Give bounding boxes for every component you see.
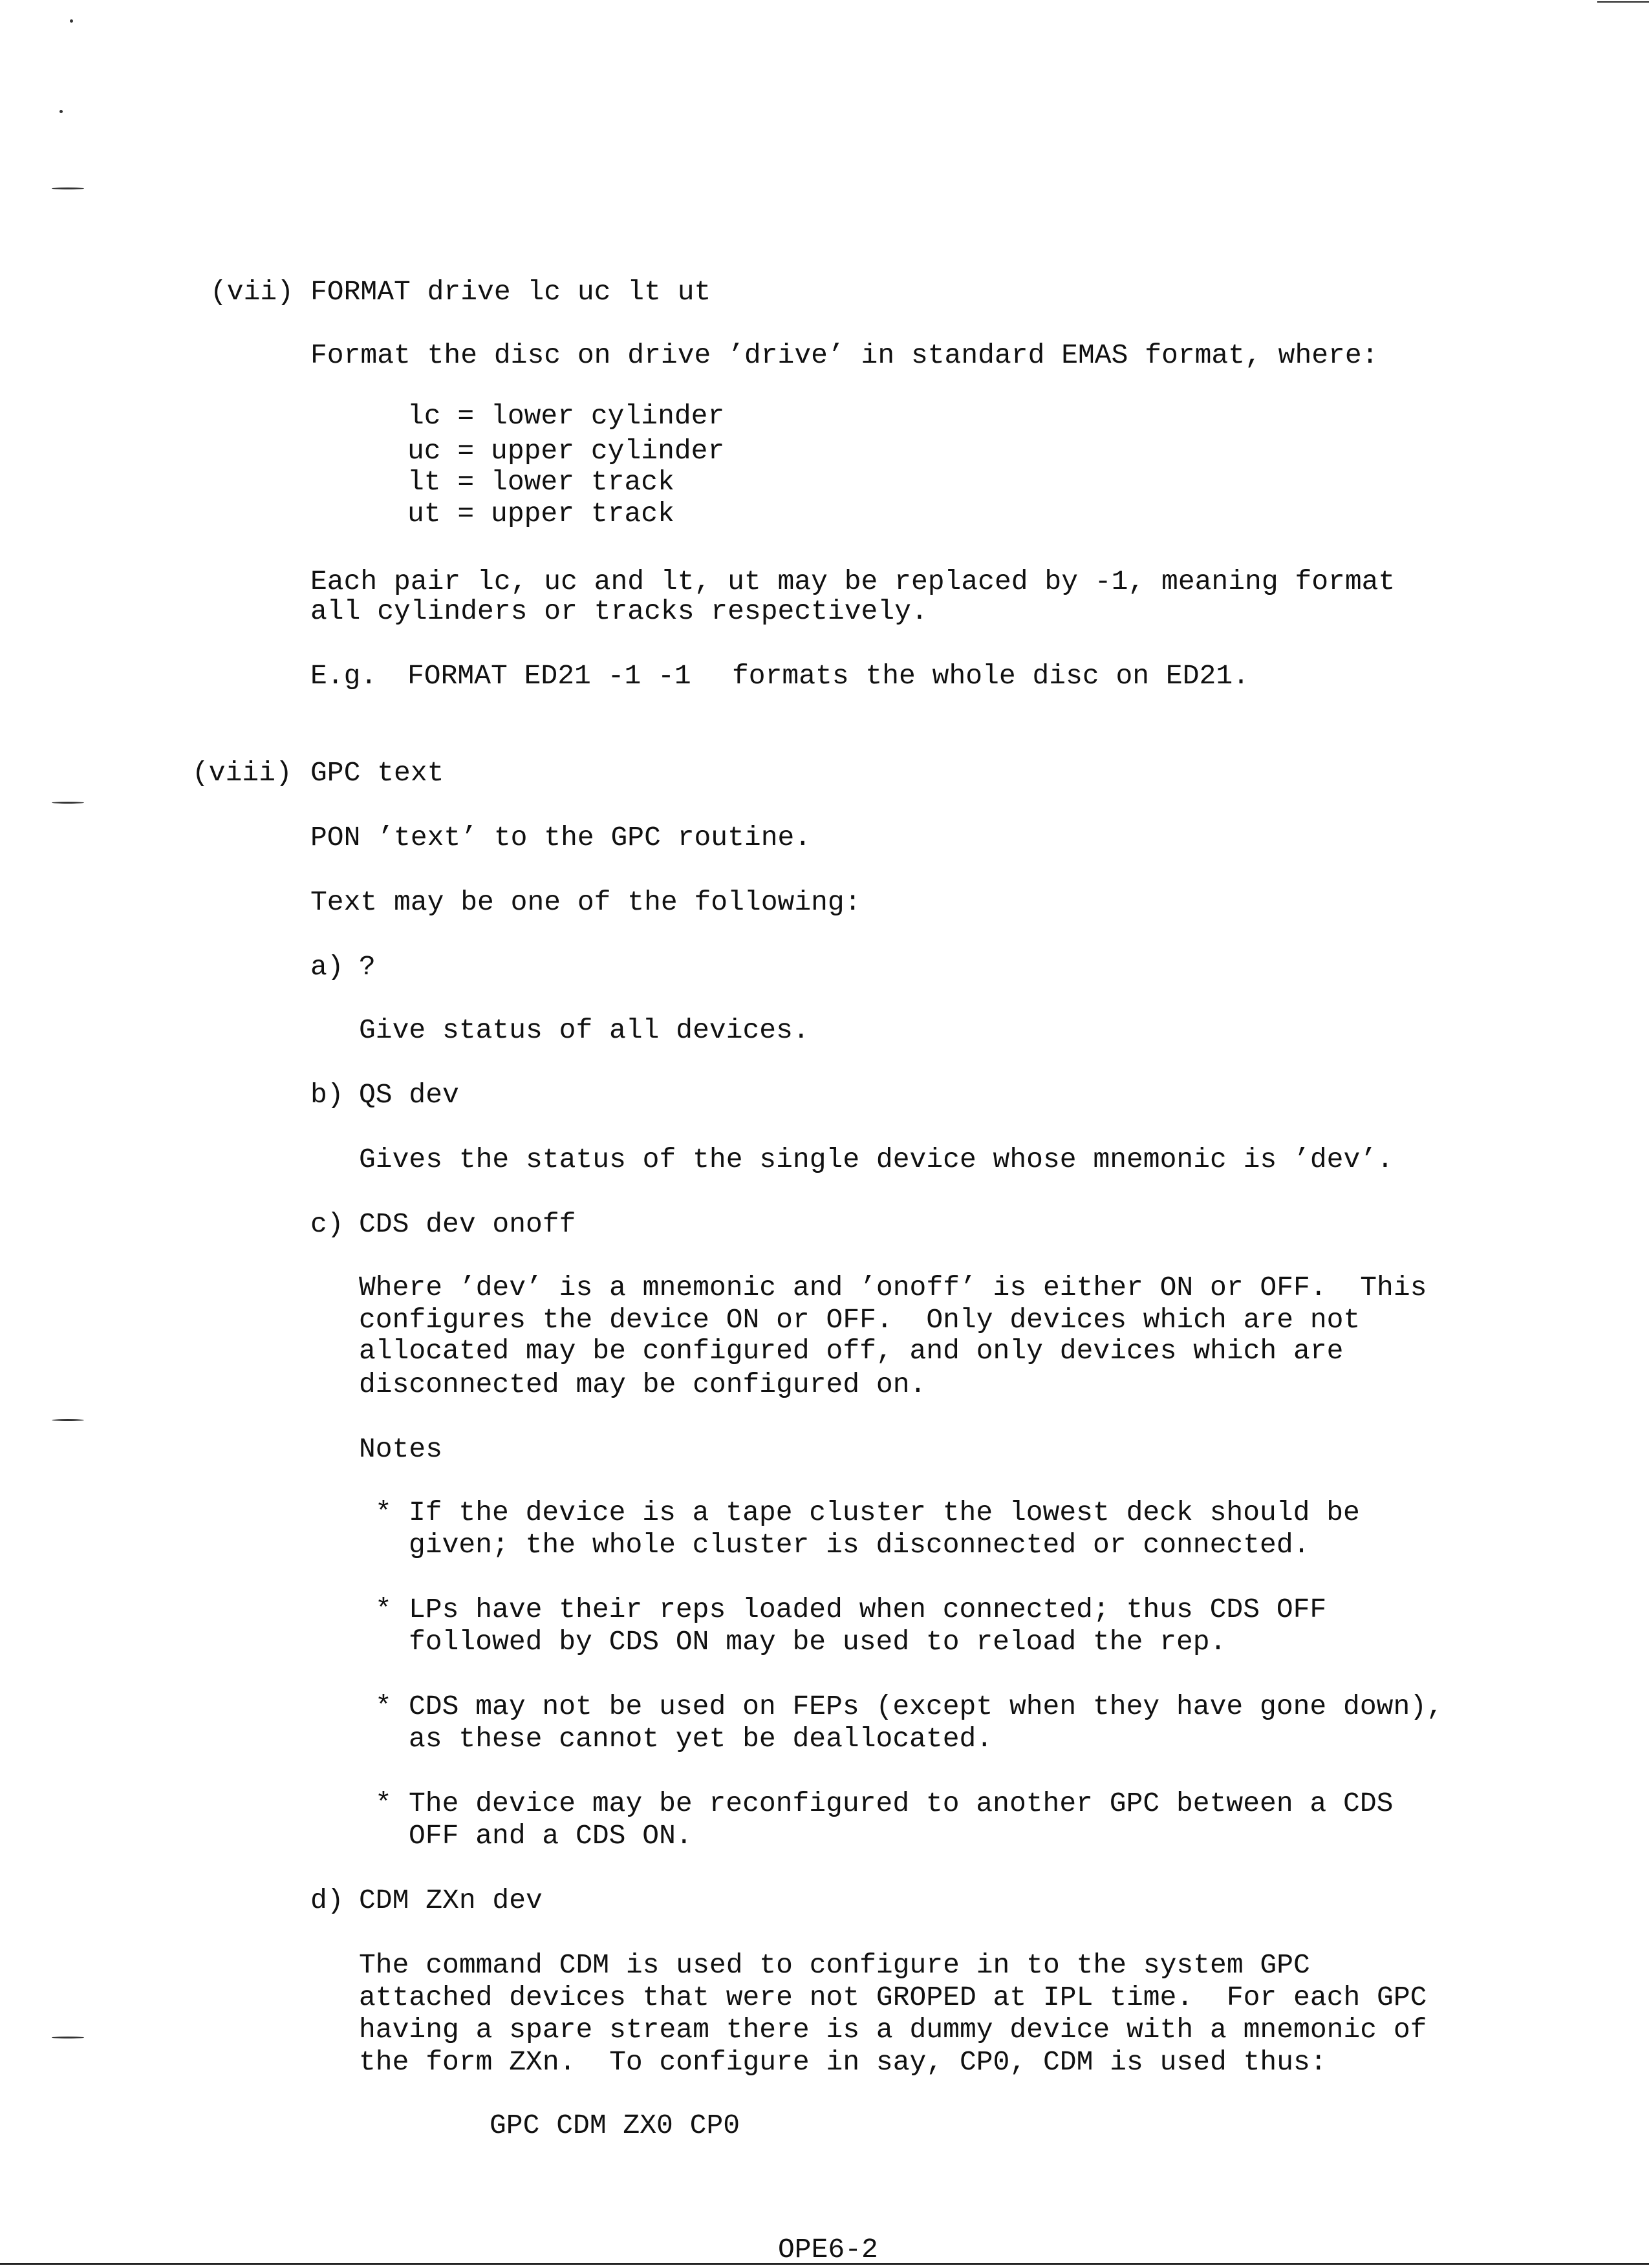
option-b-label: b)	[310, 1079, 344, 1111]
page-number: OPE6-2	[778, 2234, 878, 2265]
scan-edge-line	[1597, 1, 1649, 3]
example-command: FORMAT ED21 -1 -1	[407, 660, 691, 692]
section-number-viii: (viii)	[192, 757, 292, 789]
format-intro: Format the disc on drive ’drive’ in standard EMAS format, where:	[310, 339, 1379, 371]
note-2-line1: LPs have their reps loaded when connected; thus CDS OFF	[409, 1594, 1327, 1625]
note-bullet: *	[375, 1497, 392, 1528]
scan-speck	[59, 110, 63, 113]
option-d-command: CDM ZXn dev	[359, 1885, 543, 1916]
option-a-label: a)	[310, 951, 344, 983]
scan-mark	[52, 187, 84, 189]
notes-heading: Notes	[359, 1433, 443, 1465]
section-heading-gpc: GPC text	[310, 757, 444, 789]
options-intro: Text may be one of the following:	[310, 886, 861, 918]
option-d-description-line: attached devices that were not GROPED at IPL time. For each GPC	[359, 1982, 1427, 2013]
section-heading-format: FORMAT drive lc uc lt ut	[310, 276, 711, 308]
section-number-vii: (vii)	[210, 276, 294, 308]
note-bullet: *	[375, 1594, 392, 1625]
note-4-line1: The device may be reconfigured to another GPC between a CDS	[409, 1788, 1394, 1819]
example-prefix: E.g.	[310, 660, 378, 692]
scan-mark	[52, 2037, 84, 2038]
option-c-command: CDS dev onoff	[359, 1208, 576, 1240]
option-d-description-line: having a spare stream there is a dummy device with a mnemonic of	[359, 2014, 1427, 2046]
option-d-example: GPC CDM ZX0 CP0	[490, 2110, 740, 2141]
option-d-description-line: The command CDM is used to configure in to the system GPC	[359, 1949, 1310, 1981]
note-3-line1: CDS may not be used on FEPs (except when they have gone down),	[409, 1691, 1443, 1722]
param-lc: lc = lower cylinder	[407, 400, 725, 432]
param-uc: uc = upper cylinder	[407, 435, 725, 467]
option-c-description-line: disconnected may be configured on.	[359, 1369, 927, 1400]
note-1-line2: given; the whole cluster is disconnected or connected.	[409, 1529, 1310, 1561]
option-c-description-line: allocated may be configured off, and only devices which are	[359, 1335, 1344, 1367]
scan-mark	[52, 802, 84, 804]
param-lt: lt = lower track	[407, 466, 674, 498]
param-ut: ut = upper track	[407, 498, 674, 530]
option-a-description: Give status of all devices.	[359, 1014, 810, 1046]
example-description: formats the whole disc on ED21.	[732, 660, 1249, 692]
note-4-line2: OFF and a CDS ON.	[409, 1820, 693, 1852]
note-2-line2: followed by CDS ON may be used to reload the rep.	[409, 1626, 1227, 1658]
option-c-description-line: Where ’dev’ is a mnemonic and ’onoff’ is either ON or OFF. This	[359, 1272, 1427, 1303]
option-c-label: c)	[310, 1208, 344, 1240]
scan-speck	[70, 19, 73, 23]
scan-mark	[52, 1419, 84, 1421]
option-c-description-line: configures the device ON or OFF. Only devices which are not	[359, 1304, 1361, 1336]
option-d-label: d)	[310, 1885, 344, 1916]
option-b-description: Gives the status of the single device whose mnemonic is ’dev’.	[359, 1144, 1394, 1175]
option-d-description-line: the form ZXn. To configure in say, CP0, CDM is used thus:	[359, 2046, 1327, 2078]
option-a-command: ?	[359, 951, 376, 983]
format-note-line2: all cylinders or tracks respectively.	[310, 595, 928, 627]
note-bullet: *	[375, 1788, 392, 1819]
option-b-command: QS dev	[359, 1079, 459, 1111]
note-1-line1: If the device is a tape cluster the lowest deck should be	[409, 1497, 1360, 1528]
format-note-line1: Each pair lc, uc and lt, ut may be replaced by -1, meaning format	[310, 566, 1396, 597]
gpc-intro: PON ’text’ to the GPC routine.	[310, 822, 812, 853]
note-3-line2: as these cannot yet be deallocated.	[409, 1723, 993, 1755]
note-bullet: *	[375, 1691, 392, 1722]
